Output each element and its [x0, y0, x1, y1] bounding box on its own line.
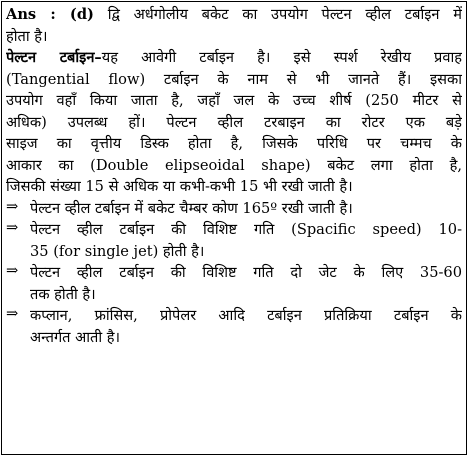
- intro-line-5: साइज का वृत्तीय डिस्क होता है, जिसके परिधि पर चम्मच के: [6, 135, 462, 152]
- arrow-icon: ⇒: [6, 305, 19, 322]
- point-1-line-1: पेल्टन व्हील टर्बाइन में बकेट चैम्बर कोण 165º रखी जाती है।: [30, 199, 353, 217]
- arrow-icon: ⇒: [6, 197, 19, 215]
- point-2-line-1: पेल्टन व्हील टर्बाइन की विशिष्ट गति (Spacific speed) 10-: [30, 221, 462, 238]
- point-3-line-2: तक होती है।: [30, 285, 96, 303]
- intro-line-4: अधिक) उपलब्ध हों। पेल्टन व्हील टरबाइन का रोटर एक बड़े: [6, 113, 462, 131]
- intro-line-2: (Tangential flow) टर्बाइन के नाम से भी जानते हैं। इसका: [6, 70, 462, 88]
- list-item: [6, 305, 462, 348]
- point-2-line-2: 35 (for single jet) होती है।: [30, 242, 205, 260]
- list-item: [6, 198, 462, 220]
- answer-text-1: द्वि अर्धगोलीय बकेट का उपयोग पेल्टन व्हील टर्बाइन में: [107, 6, 462, 23]
- intro-line-7: जिसकी संख्या 15 से अधिक या कभी-कभी 15 भी रखी जाती है।: [6, 178, 353, 195]
- point-4-line-1: कप्लान, फ्रांसिस, प्रोपेलर आदि टर्बाइन प्रतिक्रिया टर्बाइन के: [30, 307, 462, 324]
- intro-heading: पेल्टन टर्बाइन–: [6, 49, 102, 66]
- intro-line-6: आकार का (Double elipseoidal shape) बकेट लगा होता है,: [6, 156, 462, 174]
- answer-box: [1, 1, 467, 455]
- intro-line-3: उपयोग वहाँ किया जाता है, जहाँ जल के उच्च शीर्ष (250 मीटर से: [6, 92, 462, 109]
- arrow-icon: ⇒: [6, 262, 19, 279]
- point-3-line-1: पेल्टन व्हील टर्बाइन की विशिष्ट गति दो जेट के लिए 35-60: [30, 264, 462, 281]
- list-item: [6, 262, 462, 305]
- list-item: [6, 219, 462, 262]
- answer-line-2: होता है।: [6, 27, 48, 45]
- answer-prefix: Ans : (d): [6, 6, 94, 23]
- answer-line-1: [6, 4, 462, 26]
- intro-line-1: [6, 47, 462, 69]
- intro-text-1: यह आवेगी टर्बाइन है। इसे स्पर्श रेखीय प्रवाह: [101, 49, 462, 66]
- arrow-icon: ⇒: [6, 219, 19, 236]
- point-4-line-2: अन्तर्गत आती है।: [30, 328, 121, 346]
